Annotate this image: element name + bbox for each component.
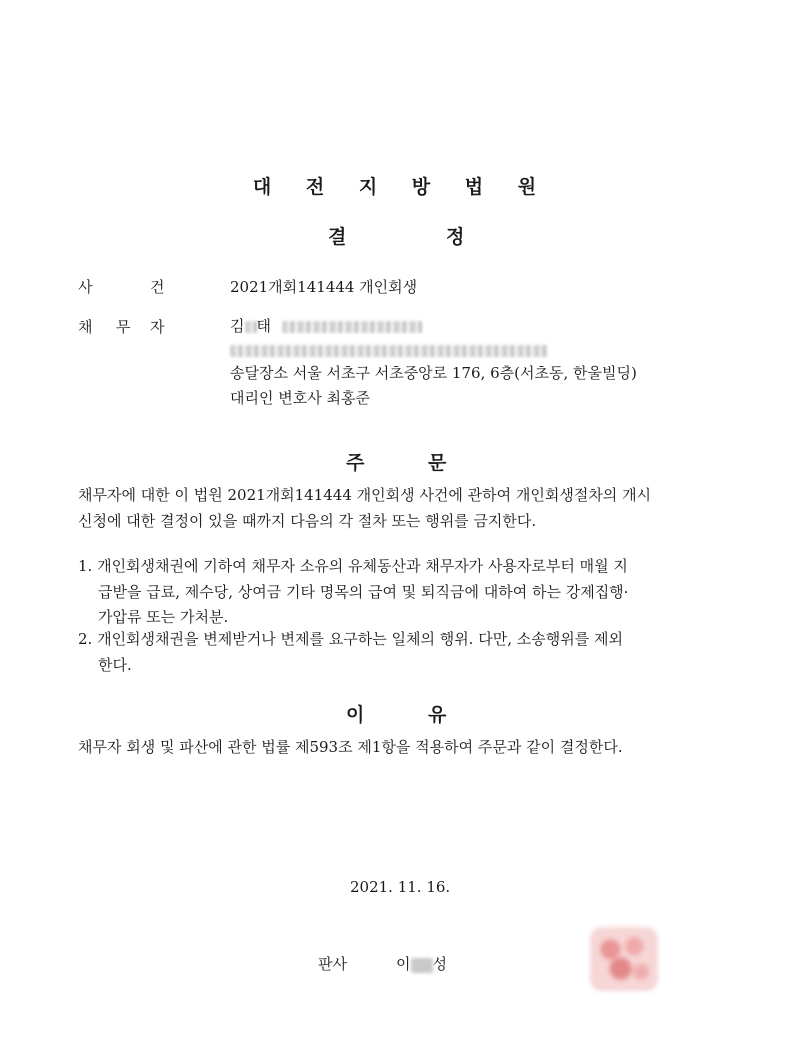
order-heading-left: 주: [346, 452, 365, 474]
order-intro-line1: 채무자에 대한 이 법원 2021개회141444 개인회생 사건에 관하여 개인회생절차의 개시: [78, 486, 652, 504]
service-address: 송달장소 서울 서초구 서초중앙로 176, 6층(서초동, 한울빌딩): [230, 364, 637, 382]
order-item-2-line2: 한다.: [98, 656, 132, 674]
reason-heading-right: 유: [428, 704, 447, 726]
redacted-address-block: [230, 345, 548, 357]
court-seal-stamp: [590, 927, 658, 991]
order-item-1-line1: 1. 개인회생채권에 기하여 채무자 소유의 유체동산과 채무자가 사용자로부터 매월 지: [78, 557, 628, 575]
order-intro-line2: 신청에 대한 결정이 있을 때까지 다음의 각 절차 또는 행위를 금지한다.: [78, 512, 537, 530]
doc-type-right: 정: [446, 226, 465, 248]
debtor-label-2: 무: [116, 318, 131, 336]
case-label-1: 사: [78, 278, 93, 296]
order-item-1-line2: 급받을 급료, 제수당, 상여금 기타 명목의 급여 및 퇴직금에 대하여 하는 강제집행·: [98, 583, 629, 601]
redacted-address: [230, 340, 548, 359]
court-name: 대 전 지 방 법 원: [252, 176, 551, 198]
debtor-name: 김 태: [230, 315, 422, 336]
agent-line: 대리인 변호사 최홍준: [230, 389, 370, 407]
decision-date: 2021. 11. 16.: [350, 878, 451, 896]
redacted-judge-name: [411, 958, 433, 973]
doc-type-left: 결: [328, 226, 347, 248]
order-heading-right: 문: [428, 452, 447, 474]
judge-label: 판사: [318, 955, 347, 973]
reason-heading-left: 이: [346, 704, 365, 726]
case-number: 2021개회141444 개인회생: [230, 278, 418, 296]
reason-text: 채무자 회생 및 파산에 관한 법률 제593조 제1항을 적용하여 주문과 같이 결정한다.: [78, 738, 623, 756]
redacted-id-block: [282, 321, 422, 333]
judge-name: 이 성: [396, 955, 447, 973]
redacted-name-block: [245, 321, 257, 333]
case-label-2: 건: [150, 278, 165, 296]
order-item-1-line3: 가압류 또는 가처분.: [98, 608, 229, 626]
debtor-label-1: 채: [78, 318, 93, 336]
debtor-label-3: 자: [150, 318, 165, 336]
order-item-2-line1: 2. 개인회생채권을 변제받거나 변제를 요구하는 일체의 행위. 다만, 소송행위를 제외: [78, 630, 623, 648]
